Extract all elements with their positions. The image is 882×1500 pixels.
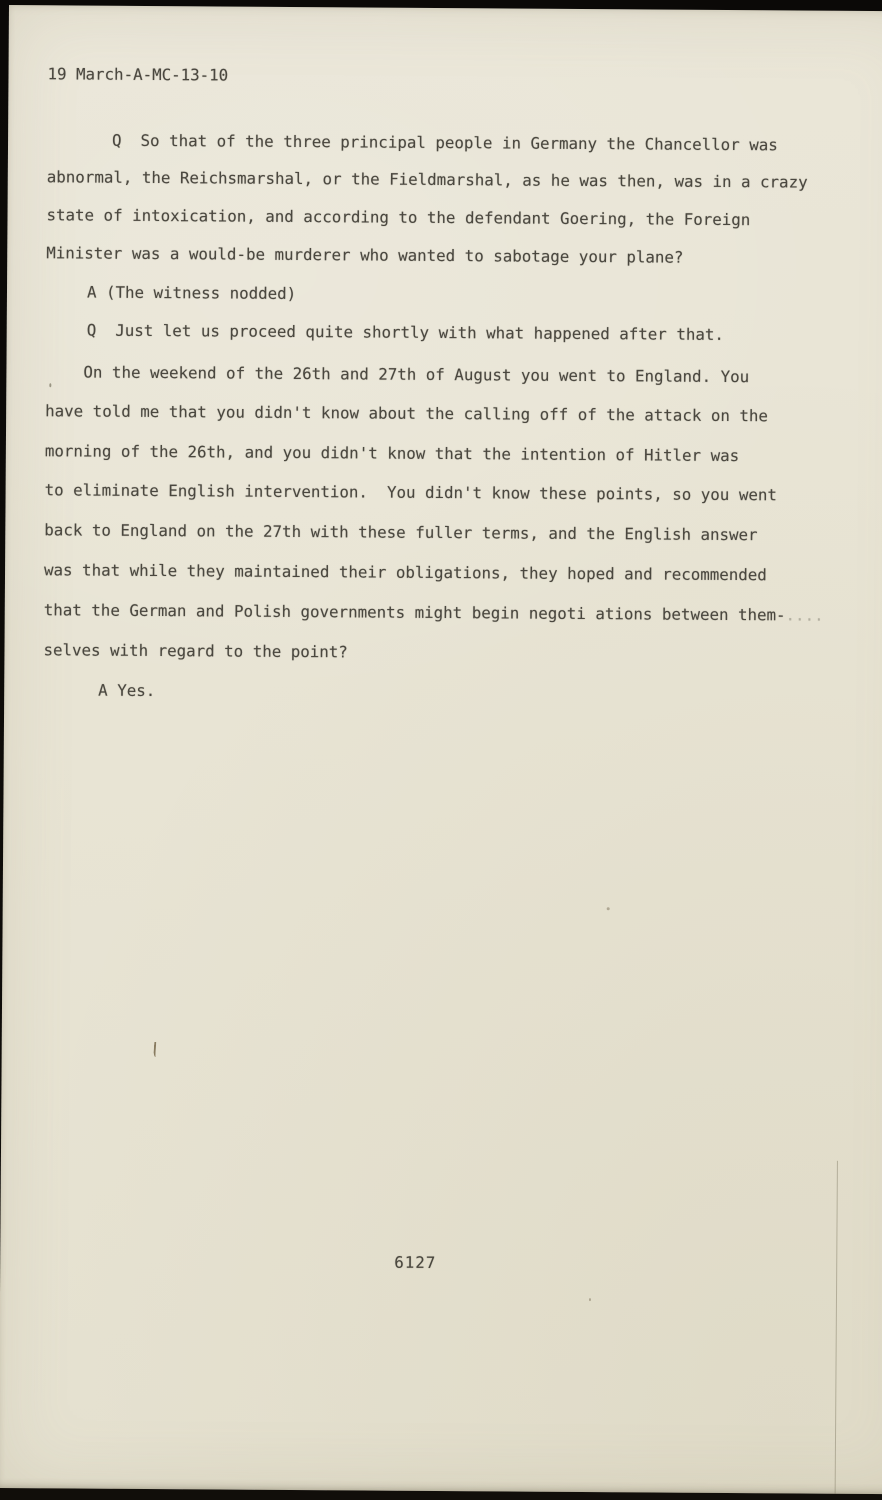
page-header-line: 19 March-A-MC-13-10 [47, 64, 229, 85]
transcript-line: have told me that you didn't know about the calling off of the attack on the [45, 401, 769, 426]
transcript-line: morning of the 26th, and you didn't know that the intention of Hitler was [44, 441, 740, 466]
paper-edge-crease [835, 1161, 838, 1494]
transcript-line: state of intoxication, and according to the defendant Goering, the Foreign [46, 205, 751, 230]
stray-pencil-mark [153, 1042, 159, 1057]
transcript-line-text: that the German and Polish governments might begin negoti ations between them- [43, 600, 786, 625]
transcript-line: Q So that of the three principal people in Germany the Chancellor was [111, 130, 778, 155]
transcript-line: A Yes. [98, 680, 156, 701]
transcript-line: was that while they maintained their obligations, they hoped and recommended [43, 560, 767, 585]
transcript-line: Minister was a would-be murderer who wanted to sabotage your plane? [46, 243, 684, 267]
paper-speck [49, 383, 51, 387]
transcript-line: to eliminate English intervention. You didn't know these points, so you went [44, 480, 777, 505]
transcript-line [44, 600, 824, 624]
paper-speck [607, 907, 610, 910]
transcript-line: On the weekend of the 26th and 27th of August you went to England. You [83, 362, 750, 387]
transcript-line: back to England on the 27th with these fuller terms, and the English answer [44, 520, 758, 545]
transcript-content [0, 5, 882, 1494]
transcript-line: abnormal, the Reichsmarshal, or the Fieldmarshal, as he was then, was in a crazy [46, 167, 808, 192]
transcript-line: A (The witness nodded) [86, 282, 297, 304]
transcript-line: selves with regard to the point? [43, 640, 348, 662]
faded-typestrike: .... [785, 605, 824, 625]
transcript-line: Q Just let us proceed quite shortly with what happened after that. [86, 320, 725, 344]
paper-speck [589, 1298, 591, 1301]
document-paper [0, 5, 882, 1494]
page-number: 6127 [394, 1252, 437, 1273]
